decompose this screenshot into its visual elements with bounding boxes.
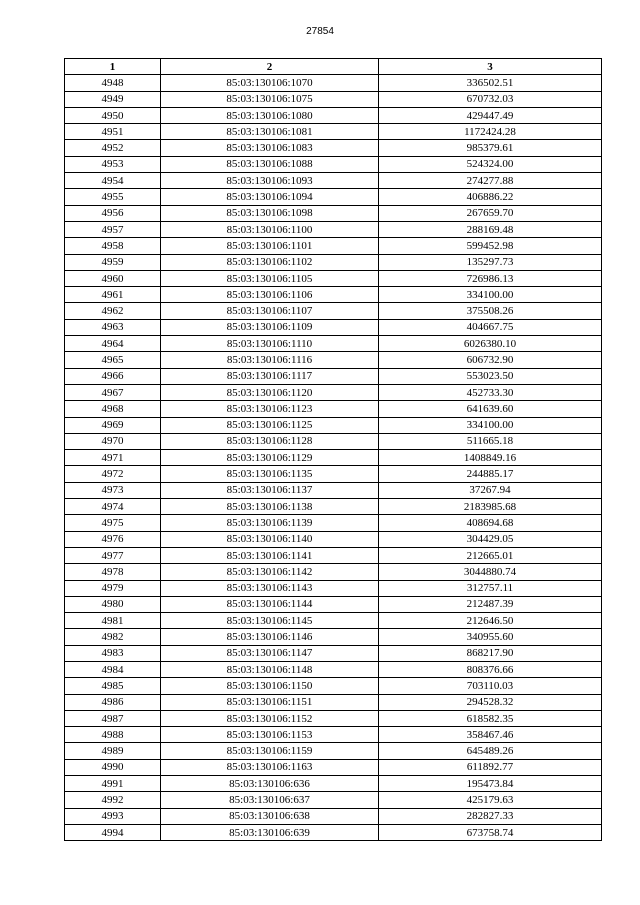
value-cell: 703110.03: [379, 678, 602, 694]
row-number-cell: 4953: [65, 156, 161, 172]
cadastral-number-cell: 85:03:130106:1146: [161, 629, 379, 645]
table-row: [65, 156, 602, 172]
table-row: [65, 743, 602, 759]
table-row: [65, 75, 602, 91]
cadastral-number-cell: 85:03:130106:1106: [161, 287, 379, 303]
cadastral-number-cell: 85:03:130106:1109: [161, 319, 379, 335]
value-cell: 425179.63: [379, 792, 602, 808]
cadastral-number-cell: 85:03:130106:1100: [161, 221, 379, 237]
value-cell: 6026380.10: [379, 336, 602, 352]
value-cell: 808376.66: [379, 661, 602, 677]
table-row: [65, 515, 602, 531]
row-number-cell: 4968: [65, 401, 161, 417]
row-number-cell: 4970: [65, 433, 161, 449]
row-number-cell: 4950: [65, 107, 161, 123]
row-number-cell: 4958: [65, 238, 161, 254]
row-number-cell: 4985: [65, 678, 161, 694]
row-number-cell: 4957: [65, 221, 161, 237]
value-cell: 212665.01: [379, 547, 602, 563]
cadastral-number-cell: 85:03:130106:1144: [161, 596, 379, 612]
cadastral-number-cell: 85:03:130106:1117: [161, 368, 379, 384]
table-row: [65, 189, 602, 205]
row-number-cell: 4976: [65, 531, 161, 547]
row-number-cell: 4988: [65, 727, 161, 743]
table-row: [65, 547, 602, 563]
row-number-cell: 4987: [65, 710, 161, 726]
value-cell: 304429.05: [379, 531, 602, 547]
cadastral-number-cell: 85:03:130106:1102: [161, 254, 379, 270]
table-row: [65, 384, 602, 400]
value-cell: 553023.50: [379, 368, 602, 384]
table-row: [65, 368, 602, 384]
value-cell: 641639.60: [379, 401, 602, 417]
table-row: [65, 433, 602, 449]
value-cell: 868217.90: [379, 645, 602, 661]
table-row: [65, 596, 602, 612]
value-cell: 429447.49: [379, 107, 602, 123]
table-row: [65, 270, 602, 286]
table-row: [65, 466, 602, 482]
row-number-cell: 4973: [65, 482, 161, 498]
cadastral-number-cell: 85:03:130106:1150: [161, 678, 379, 694]
value-cell: 282827.33: [379, 808, 602, 824]
table-row: [65, 140, 602, 156]
cadastral-number-cell: 85:03:130106:1151: [161, 694, 379, 710]
table-row: [65, 91, 602, 107]
cadastral-number-cell: 85:03:130106:1142: [161, 564, 379, 580]
cadastral-number-cell: 85:03:130106:1105: [161, 270, 379, 286]
cadastral-number-cell: 85:03:130106:1141: [161, 547, 379, 563]
cadastral-number-cell: 85:03:130106:1152: [161, 710, 379, 726]
table-row: [65, 531, 602, 547]
row-number-cell: 4991: [65, 776, 161, 792]
row-number-cell: 4994: [65, 824, 161, 840]
table-row: [65, 287, 602, 303]
table-row: [65, 336, 602, 352]
value-cell: 406886.22: [379, 189, 602, 205]
row-number-cell: 4975: [65, 515, 161, 531]
table-row: [65, 824, 602, 840]
table-row: [65, 564, 602, 580]
table-row: [65, 710, 602, 726]
value-cell: 267659.70: [379, 205, 602, 221]
row-number-cell: 4948: [65, 75, 161, 91]
value-cell: 244885.17: [379, 466, 602, 482]
table-row: [65, 759, 602, 775]
header-row: [65, 59, 602, 75]
value-cell: 340955.60: [379, 629, 602, 645]
column-header-2: 2: [161, 59, 379, 75]
row-number-cell: 4965: [65, 352, 161, 368]
cadastral-number-cell: 85:03:130106:1120: [161, 384, 379, 400]
cadastral-number-cell: 85:03:130106:1075: [161, 91, 379, 107]
value-cell: 195473.84: [379, 776, 602, 792]
value-cell: 1408849.16: [379, 450, 602, 466]
cadastral-number-cell: 85:03:130106:1129: [161, 450, 379, 466]
table-row: [65, 417, 602, 433]
value-cell: 452733.30: [379, 384, 602, 400]
table-row: [65, 694, 602, 710]
value-cell: 404667.75: [379, 319, 602, 335]
value-cell: 1172424.28: [379, 124, 602, 140]
table-row: [65, 645, 602, 661]
cadastral-number-cell: 85:03:130106:1137: [161, 482, 379, 498]
table-row: [65, 450, 602, 466]
value-cell: 334100.00: [379, 417, 602, 433]
row-number-cell: 4983: [65, 645, 161, 661]
value-cell: 511665.18: [379, 433, 602, 449]
cadastral-number-cell: 85:03:130106:1125: [161, 417, 379, 433]
row-number-cell: 4972: [65, 466, 161, 482]
cadastral-number-cell: 85:03:130106:639: [161, 824, 379, 840]
row-number-cell: 4979: [65, 580, 161, 596]
table-row: [65, 613, 602, 629]
value-cell: 274277.88: [379, 173, 602, 189]
cadastral-number-cell: 85:03:130106:1101: [161, 238, 379, 254]
row-number-cell: 4961: [65, 287, 161, 303]
row-number-cell: 4956: [65, 205, 161, 221]
value-cell: 670732.03: [379, 91, 602, 107]
row-number-cell: 4951: [65, 124, 161, 140]
table-row: [65, 580, 602, 596]
table-body: [65, 75, 602, 841]
table-row: [65, 238, 602, 254]
table-row: [65, 499, 602, 515]
cadastral-number-cell: 85:03:130106:1123: [161, 401, 379, 417]
value-cell: 3044880.74: [379, 564, 602, 580]
row-number-cell: 4960: [65, 270, 161, 286]
cadastral-number-cell: 85:03:130106:1088: [161, 156, 379, 172]
table-row: [65, 401, 602, 417]
table-row: [65, 727, 602, 743]
value-cell: 37267.94: [379, 482, 602, 498]
value-cell: 645489.26: [379, 743, 602, 759]
value-cell: 334100.00: [379, 287, 602, 303]
row-number-cell: 4962: [65, 303, 161, 319]
row-number-cell: 4964: [65, 336, 161, 352]
value-cell: 611892.77: [379, 759, 602, 775]
cadastral-number-cell: 85:03:130106:1107: [161, 303, 379, 319]
value-cell: 726986.13: [379, 270, 602, 286]
cadastral-value-table: [64, 58, 602, 841]
row-number-cell: 4966: [65, 368, 161, 384]
row-number-cell: 4967: [65, 384, 161, 400]
value-cell: 599452.98: [379, 238, 602, 254]
row-number-cell: 4984: [65, 661, 161, 677]
cadastral-number-cell: 85:03:130106:1163: [161, 759, 379, 775]
row-number-cell: 4993: [65, 808, 161, 824]
row-number-cell: 4980: [65, 596, 161, 612]
cadastral-number-cell: 85:03:130106:1138: [161, 499, 379, 515]
value-cell: 336502.51: [379, 75, 602, 91]
value-cell: 408694.68: [379, 515, 602, 531]
cadastral-number-cell: 85:03:130106:1098: [161, 205, 379, 221]
table-row: [65, 221, 602, 237]
table-row: [65, 107, 602, 123]
table-row: [65, 482, 602, 498]
cadastral-number-cell: 85:03:130106:1135: [161, 466, 379, 482]
value-cell: 375508.26: [379, 303, 602, 319]
row-number-cell: 4955: [65, 189, 161, 205]
row-number-cell: 4963: [65, 319, 161, 335]
value-cell: 673758.74: [379, 824, 602, 840]
row-number-cell: 4982: [65, 629, 161, 645]
cadastral-number-cell: 85:03:130106:1081: [161, 124, 379, 140]
cadastral-number-cell: 85:03:130106:1093: [161, 173, 379, 189]
row-number-cell: 4974: [65, 499, 161, 515]
cadastral-number-cell: 85:03:130106:637: [161, 792, 379, 808]
table-header: [65, 59, 602, 75]
table-row: [65, 254, 602, 270]
table-row: [65, 352, 602, 368]
value-cell: 212487.39: [379, 596, 602, 612]
table-row: [65, 792, 602, 808]
row-number-cell: 4977: [65, 547, 161, 563]
value-cell: 524324.00: [379, 156, 602, 172]
cadastral-number-cell: 85:03:130106:1110: [161, 336, 379, 352]
cadastral-number-cell: 85:03:130106:1094: [161, 189, 379, 205]
value-cell: 212646.50: [379, 613, 602, 629]
row-number-cell: 4969: [65, 417, 161, 433]
table-row: [65, 319, 602, 335]
table-row: [65, 776, 602, 792]
row-number-cell: 4954: [65, 173, 161, 189]
table-row: [65, 808, 602, 824]
row-number-cell: 4990: [65, 759, 161, 775]
table-row: [65, 678, 602, 694]
row-number-cell: 4992: [65, 792, 161, 808]
column-header-3: 3: [379, 59, 602, 75]
value-cell: 288169.48: [379, 221, 602, 237]
table-row: [65, 205, 602, 221]
column-header-1: 1: [65, 59, 161, 75]
value-cell: 294528.32: [379, 694, 602, 710]
page-number: 27854: [306, 26, 334, 37]
value-cell: 358467.46: [379, 727, 602, 743]
value-cell: 606732.90: [379, 352, 602, 368]
row-number-cell: 4981: [65, 613, 161, 629]
cadastral-number-cell: 85:03:130106:1070: [161, 75, 379, 91]
table-row: [65, 661, 602, 677]
cadastral-number-cell: 85:03:130106:1083: [161, 140, 379, 156]
cadastral-number-cell: 85:03:130106:1148: [161, 661, 379, 677]
cadastral-number-cell: 85:03:130106:1159: [161, 743, 379, 759]
cadastral-number-cell: 85:03:130106:1080: [161, 107, 379, 123]
cadastral-number-cell: 85:03:130106:1147: [161, 645, 379, 661]
row-number-cell: 4959: [65, 254, 161, 270]
table-row: [65, 303, 602, 319]
cadastral-number-cell: 85:03:130106:1145: [161, 613, 379, 629]
table-row: [65, 124, 602, 140]
value-cell: 985379.61: [379, 140, 602, 156]
cadastral-number-cell: 85:03:130106:1153: [161, 727, 379, 743]
row-number-cell: 4989: [65, 743, 161, 759]
table-row: [65, 173, 602, 189]
row-number-cell: 4949: [65, 91, 161, 107]
cadastral-number-cell: 85:03:130106:1116: [161, 352, 379, 368]
value-cell: 135297.73: [379, 254, 602, 270]
table-row: [65, 629, 602, 645]
cadastral-number-cell: 85:03:130106:636: [161, 776, 379, 792]
cadastral-number-cell: 85:03:130106:1143: [161, 580, 379, 596]
row-number-cell: 4952: [65, 140, 161, 156]
row-number-cell: 4978: [65, 564, 161, 580]
cadastral-number-cell: 85:03:130106:1140: [161, 531, 379, 547]
value-cell: 312757.11: [379, 580, 602, 596]
value-cell: 618582.35: [379, 710, 602, 726]
row-number-cell: 4971: [65, 450, 161, 466]
cadastral-number-cell: 85:03:130106:1139: [161, 515, 379, 531]
row-number-cell: 4986: [65, 694, 161, 710]
value-cell: 2183985.68: [379, 499, 602, 515]
cadastral-number-cell: 85:03:130106:638: [161, 808, 379, 824]
cadastral-number-cell: 85:03:130106:1128: [161, 433, 379, 449]
